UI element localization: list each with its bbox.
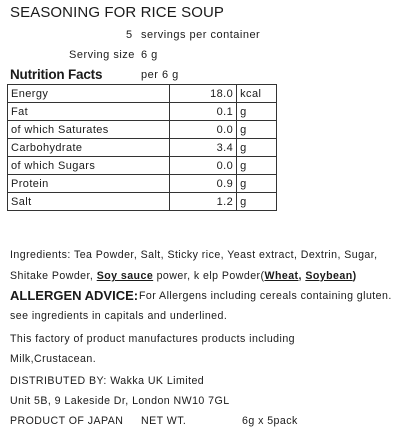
product-title: SEASONING FOR RICE SOUP (10, 4, 224, 21)
nutrient-value: 0.1 (169, 103, 236, 121)
nutrition-heading: Nutrition Facts (10, 67, 103, 82)
servings-count: 5 (126, 29, 133, 41)
nutrient-name: Salt (8, 193, 170, 211)
distributor-address: Unit 5B, 9 Lakeside Dr, London NW10 7GL (10, 395, 230, 407)
factory-line-1: This factory of product manufactures products including (10, 333, 296, 345)
nutrient-name: Carbohydrate (8, 139, 170, 157)
nutrient-unit: g (237, 175, 277, 193)
nutrition-row (8, 103, 277, 121)
serving-size-label: Serving size (69, 49, 135, 61)
allergen-line-2: see ingredients in capitals and underlined. (10, 310, 228, 322)
nutrient-value: 0.0 (169, 121, 236, 139)
nutrient-value: 18.0 (169, 85, 236, 103)
nutrient-value: 0.9 (169, 175, 236, 193)
serving-size-value: 6 g (141, 49, 158, 61)
distributor-line-1: DISTRIBUTED BY: Wakka UK Limited (10, 375, 205, 387)
servings-text: servings per container (141, 29, 261, 41)
nutrient-value: 0.0 (169, 157, 236, 175)
allergen-soybean: Soybean (305, 270, 353, 282)
ingredients-text: Shitake Powder, (10, 270, 97, 282)
nutrient-name: Protein (8, 175, 170, 193)
nutrient-unit: g (237, 103, 277, 121)
product-origin: PRODUCT OF JAPAN (10, 415, 124, 427)
per-serving-label: per 6 g (141, 69, 179, 81)
nutrient-value: 1.2 (169, 193, 236, 211)
nutrient-unit: kcal (237, 85, 277, 103)
nutrition-row (8, 121, 277, 139)
nutrient-unit: g (237, 193, 277, 211)
nutrient-unit: g (237, 157, 277, 175)
nutrient-name: Fat (8, 103, 170, 121)
nutrient-name: Energy (8, 85, 170, 103)
nutrition-row (8, 193, 277, 211)
allergen-soy-sauce: Soy sauce (96, 270, 154, 282)
nutrient-name: of which Saturates (8, 121, 170, 139)
net-weight-value: 6g x 5pack (242, 415, 298, 427)
nutrition-row (8, 157, 277, 175)
nutrient-name: of which Sugars (8, 157, 170, 175)
nutrient-unit: g (237, 121, 277, 139)
ingredients-line-1: Ingredients: Tea Powder, Salt, Sticky rice, Yeast extract, Dextrin, Sugar, (10, 249, 378, 261)
nutrition-table (7, 84, 277, 211)
net-weight-label: NET WT. (141, 415, 187, 427)
allergen-heading: ALLERGEN ADVICE: (10, 288, 139, 303)
nutrient-unit: g (237, 139, 277, 157)
factory-line-2: Milk,Crustacean. (10, 353, 97, 365)
ingredients-text: power, k elp Powder( (153, 270, 265, 282)
allergen-wheat: Wheat (264, 270, 299, 282)
allergen-text: For Allergens including cereals containing gluten. (139, 290, 392, 302)
nutrient-value: 3.4 (169, 139, 236, 157)
ingredients-line-2 (10, 270, 357, 282)
nutrition-row (8, 175, 277, 193)
ingredients-separator: , (298, 270, 306, 282)
nutrition-row (8, 139, 277, 157)
nutrition-row (8, 85, 277, 103)
ingredients-close: ) (352, 270, 357, 282)
